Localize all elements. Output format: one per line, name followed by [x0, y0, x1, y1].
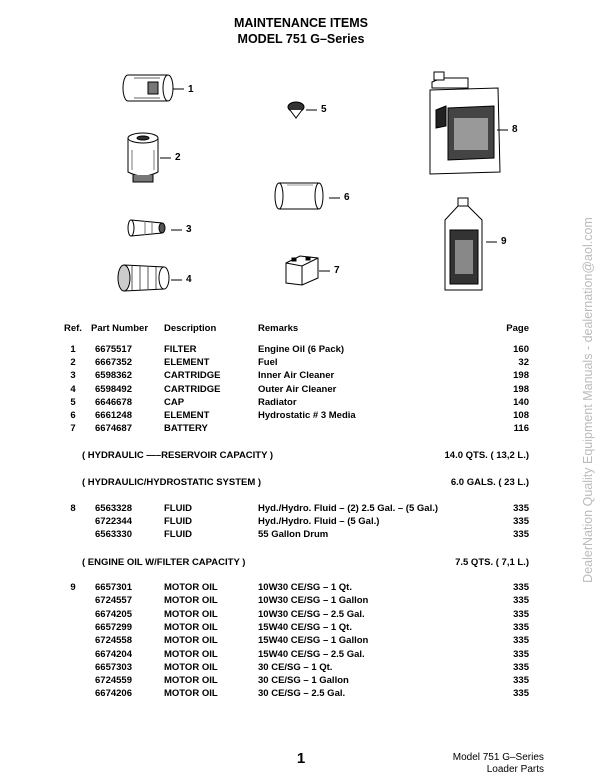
page-cell: 198 — [513, 383, 529, 395]
col-part-number: Part Number — [91, 323, 149, 334]
remarks-cell: 55 Gallon Drum — [258, 529, 329, 541]
ref-cell: 9 — [70, 582, 76, 593]
hyd-system-value: 6.0 GALS. ( 23 L.) — [450, 477, 529, 488]
part-number-cell: 6674205 — [95, 608, 132, 620]
page-cell: 335 — [513, 529, 529, 541]
watermark-text: DealerNation Quality Equipment Manuals - dealernation@aol.com — [581, 217, 595, 583]
fluid-jug-drawing — [430, 72, 500, 174]
hydrostatic-element-drawing — [275, 183, 323, 209]
remarks-cell: Outer Air Cleaner — [258, 383, 337, 395]
remarks-cell: 15W40 CE/SG – 1 Gallon — [258, 635, 369, 647]
page-subtitle: MODEL 751 G–Series — [237, 32, 365, 46]
table-row — [0, 422, 602, 435]
part-number-cell: 6722344 — [95, 516, 132, 528]
table-row — [0, 502, 602, 515]
battery-drawing — [286, 256, 318, 285]
page-cell: 160 — [513, 344, 529, 355]
table-row — [0, 648, 602, 661]
remarks-cell: 30 CE/SG – 1 Qt. — [258, 661, 333, 673]
inner-air-cleaner-drawing — [128, 220, 165, 236]
page-cell: 335 — [513, 661, 529, 673]
page-cell: 335 — [513, 675, 529, 687]
description-cell: ELEMENT — [164, 410, 210, 421]
description-cell: FLUID — [164, 516, 192, 528]
callout-9: 9 — [501, 236, 507, 247]
description-cell: MOTOR OIL — [164, 648, 218, 660]
remarks-cell: 10W30 CE/SG – 2.5 Gal. — [258, 608, 365, 620]
table-row — [0, 528, 602, 541]
remarks-cell: Hyd./Hydro. Fluid – (2) 2.5 Gal. – (5 Gal.) — [258, 503, 439, 514]
part-number-cell: 6657301 — [95, 582, 132, 593]
part-number-cell: 6724558 — [95, 635, 132, 647]
fuel-element-drawing — [128, 133, 158, 182]
engine-oil-value: 7.5 QTS. ( 7,1 L.) — [455, 557, 529, 568]
page-cell: 335 — [513, 688, 529, 700]
table-row — [0, 608, 602, 621]
description-cell: CARTRIDGE — [164, 370, 221, 382]
hyd-system-label: ( HYDRAULIC/HYDROSTATIC SYSTEM ) — [82, 477, 262, 488]
table-row — [0, 409, 602, 422]
part-number-cell: 6674206 — [95, 688, 132, 700]
page-cell: 335 — [513, 635, 529, 647]
part-number-cell: 6724557 — [95, 595, 132, 607]
page-cell: 335 — [513, 516, 529, 528]
col-page: Page — [506, 323, 529, 334]
description-cell: MOTOR OIL — [164, 621, 218, 633]
table-row — [0, 621, 602, 634]
ref-cell: 6 — [70, 410, 76, 421]
remarks-cell: Inner Air Cleaner — [258, 370, 335, 382]
remarks-cell: 10W30 CE/SG – 1 Qt. — [258, 582, 352, 593]
page-cell: 335 — [513, 621, 529, 633]
part-number-cell: 6598362 — [95, 370, 132, 382]
ref-cell: 2 — [70, 357, 76, 369]
page-cell: 335 — [513, 503, 529, 514]
footer-model — [453, 752, 544, 776]
part-number-cell: 6667352 — [95, 357, 132, 369]
callout-6: 6 — [344, 192, 350, 203]
part-number-cell: 6675517 — [95, 344, 132, 355]
description-cell: FLUID — [164, 529, 192, 541]
page-cell: 116 — [513, 423, 529, 435]
description-cell: MOTOR OIL — [164, 608, 218, 620]
callout-1: 1 — [188, 84, 194, 95]
part-number-cell: 6657303 — [95, 661, 132, 673]
table-row — [0, 661, 602, 674]
description-cell: MOTOR OIL — [164, 582, 218, 593]
remarks-cell: 15W40 CE/SG – 2.5 Gal. — [258, 648, 365, 660]
page-cell: 335 — [513, 582, 529, 593]
description-cell: FILTER — [164, 344, 197, 355]
footer-section: Loader Parts — [486, 764, 544, 775]
col-remarks: Remarks — [258, 323, 299, 334]
remarks-cell: Hyd./Hydro. Fluid – (5 Gal.) — [258, 516, 380, 528]
ref-cell: 4 — [70, 383, 76, 395]
table-row — [0, 634, 602, 647]
engine-oil-label: ( ENGINE OIL W/FILTER CAPACITY ) — [82, 557, 246, 568]
callout-4: 4 — [186, 274, 192, 285]
description-cell: ELEMENT — [164, 357, 210, 369]
table-row — [0, 343, 602, 356]
remarks-cell: Hydrostatic # 3 Media — [258, 410, 356, 421]
table-row — [0, 581, 602, 594]
description-cell: MOTOR OIL — [164, 675, 218, 687]
parts-illustration — [0, 60, 602, 310]
table-row — [0, 383, 602, 396]
description-cell: MOTOR OIL — [164, 595, 218, 607]
callout-2: 2 — [175, 152, 181, 163]
description-cell: FLUID — [164, 503, 192, 514]
page-cell: 335 — [513, 648, 529, 660]
description-cell: MOTOR OIL — [164, 688, 218, 700]
remarks-cell: 30 CE/SG – 2.5 Gal. — [258, 688, 346, 700]
table-row — [0, 687, 602, 700]
ref-cell: 7 — [70, 423, 76, 435]
ref-cell: 3 — [70, 370, 76, 382]
footer-model-name: Model 751 G–Series — [452, 752, 544, 763]
callout-5: 5 — [321, 104, 327, 115]
table-row — [0, 356, 602, 369]
table-row — [0, 515, 602, 528]
hyd-reservoir-label: ( HYDRAULIC —–RESERVOIR CAPACITY ) — [82, 450, 274, 461]
description-cell: CARTRIDGE — [164, 383, 221, 395]
col-ref: Ref. — [64, 323, 82, 334]
page-cell: 335 — [513, 608, 529, 620]
table-row — [0, 594, 602, 607]
remarks-cell: 10W30 CE/SG – 1 Gallon — [258, 595, 369, 607]
callout-3: 3 — [186, 224, 192, 235]
table-row — [0, 369, 602, 382]
part-number-cell: 6563328 — [95, 503, 132, 514]
motor-oil-bottle-drawing — [445, 198, 482, 290]
page-cell: 32 — [518, 357, 529, 369]
description-cell: MOTOR OIL — [164, 635, 218, 647]
remarks-cell: Fuel — [258, 357, 278, 369]
part-number-cell: 6724559 — [95, 675, 132, 687]
page-number: 1 — [296, 750, 306, 767]
description-cell: MOTOR OIL — [164, 661, 218, 673]
part-number-cell: 6563330 — [95, 529, 132, 541]
hyd-reservoir-value: 14.0 QTS. ( 13,2 L.) — [444, 450, 529, 461]
table-row — [0, 674, 602, 687]
part-number-cell: 6598492 — [95, 383, 132, 395]
description-cell: CAP — [164, 396, 185, 408]
remarks-cell: 30 CE/SG – 1 Gallon — [258, 675, 349, 687]
radiator-cap-drawing — [288, 102, 304, 118]
description-cell: BATTERY — [164, 423, 208, 435]
page-cell: 108 — [513, 410, 529, 421]
table-header — [0, 322, 602, 335]
ref-cell: 5 — [70, 396, 76, 408]
page-title: MAINTENANCE ITEMS — [233, 16, 369, 30]
outer-air-cleaner-drawing — [118, 265, 169, 291]
part-number-cell: 6674687 — [95, 423, 132, 435]
ref-cell: 1 — [70, 344, 76, 355]
part-number-cell: 6646678 — [95, 396, 132, 408]
page-cell: 198 — [513, 370, 529, 382]
oil-filter-drawing — [123, 75, 173, 101]
callout-7: 7 — [334, 265, 340, 276]
remarks-cell: Radiator — [258, 396, 297, 408]
callout-8: 8 — [512, 124, 518, 135]
part-number-cell: 6674204 — [95, 648, 132, 660]
remarks-cell: 15W40 CE/SG – 1 Qt. — [258, 621, 352, 633]
ref-cell: 8 — [70, 503, 76, 514]
table-row — [0, 396, 602, 409]
page-cell: 335 — [513, 595, 529, 607]
part-number-cell: 6657299 — [95, 621, 132, 633]
page-cell: 140 — [513, 396, 529, 408]
col-description: Description — [164, 323, 217, 334]
remarks-cell: Engine Oil (6 Pack) — [258, 344, 345, 355]
part-number-cell: 6661248 — [95, 410, 132, 421]
